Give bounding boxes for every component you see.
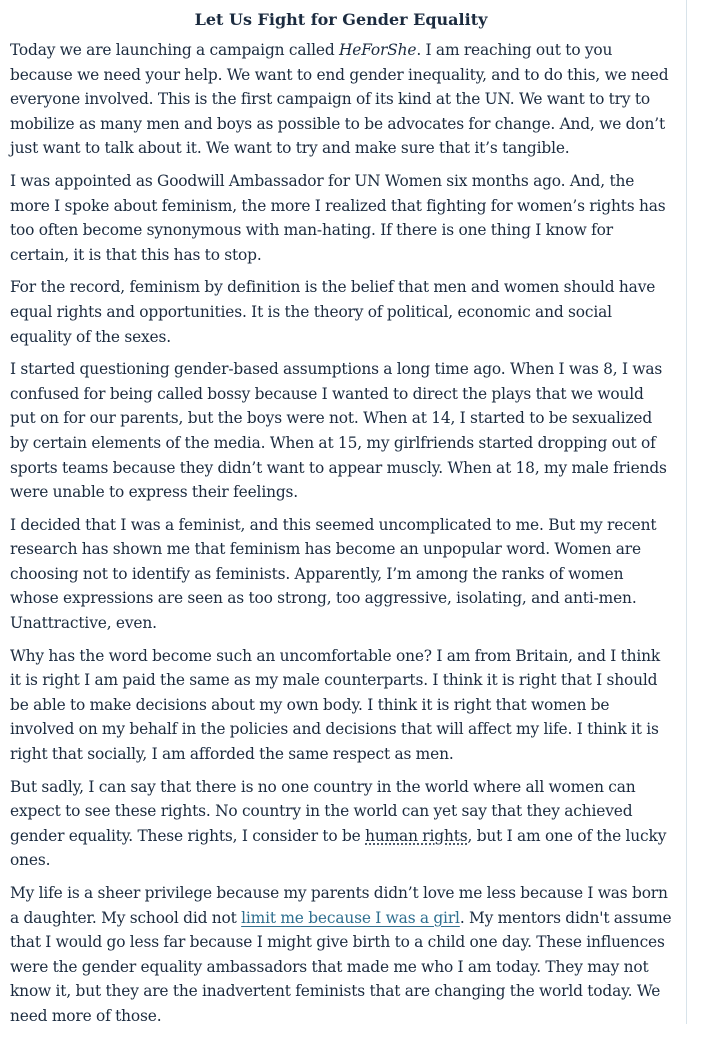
paragraph-8-text-start: My life is a sheer privilege because my parents didn’t love me less because I was born a daughter. My school did not — [10, 884, 668, 927]
paragraph-4: I started questioning gender-based assumptions a long time ago. When I was 8, I was confused for being called bossy because I wanted to direct the plays that we would put on for our parents, but the boys were not. When at 14, I started to be sexualized by certain elements of the media. When at 15, my girlfriends started dropping out of sports teams because they didn’t want to appear muscly. When at 18, my male friends were unable to express their feelings. — [10, 360, 667, 502]
paragraph-3: For the record, feminism by definition is the belief that men and women should have equal rights and opportunities. It is the theory of political, economic and social equality of the sexes. — [10, 278, 656, 346]
paragraph-6: Why has the word become such an uncomfortable one? I am from Britain, and I think it is right I am paid the same as my male counterparts. I think it is right that I should be able to make decisions about my own body. I think it is right that women be involved on my behalf in the policies and decisions that will affect my life. I think it is right that socially, I am afforded the same respect as men. — [10, 646, 661, 764]
paragraph-7-text-end: , but I am one of the lucky ones. — [10, 826, 667, 870]
page-right-border — [686, 0, 687, 1024]
paragraph-7 — [10, 775, 672, 873]
paragraph-1-text-end: . I am reaching out to you because we need your help. We want to end gender inequality, and to do this, we need everyone involved. This is the first campaign of its kind at the UN. We want to try to mobilize as many men and boys as possible to be advocates for change. And, we don’t just want to talk about it. We want to try and make sure that it’s tangible. — [10, 41, 669, 158]
limit-me-link[interactable]: limit me because I was a girl — [241, 908, 460, 927]
paragraph-1-text-start: Today we are launching a campaign called — [10, 41, 339, 59]
paragraph-2: I was appointed as Goodwill Ambassador for UN Women six months ago. And, the more I spoke about feminism, the more I realized that fighting for women’s rights has too often become synonymous with man-hating. If there is one thing I know for certain, it is that this has to stop. — [10, 171, 666, 264]
article-title: Let Us Fight for Gender Equality — [194, 10, 488, 29]
paragraph-5: I decided that I was a feminist, and this seemed uncomplicated to me. But my recent research has shown me that feminism has become an unpopular word. Women are choosing not to identify as feminists. Apparently, I’m among the ranks of women whose expressions are seen as too strong, too aggressive, isolating, and anti-men. Unattractive, even. — [10, 515, 657, 633]
campaign-name: HeForShe — [339, 41, 417, 59]
paragraph-8-text-end: . My mentors didn't assume that I would go less far because I might give birth to a child one day. These influences were the gender equality ambassadors that made me who I am today. They may not know it, but they are the inadvertent feminists that are changing the world today. We need more of those. — [10, 908, 672, 1025]
human-rights-term: human rights — [365, 826, 468, 845]
paragraph-1 — [10, 38, 672, 161]
paragraph-7-text-start: But sadly, I can say that there is no one country in the world where all women can expect to see these rights. No country in the world can yet say that they achieved gender equality. These rights, I consider to be — [10, 777, 636, 845]
paragraph-8 — [10, 881, 672, 1029]
